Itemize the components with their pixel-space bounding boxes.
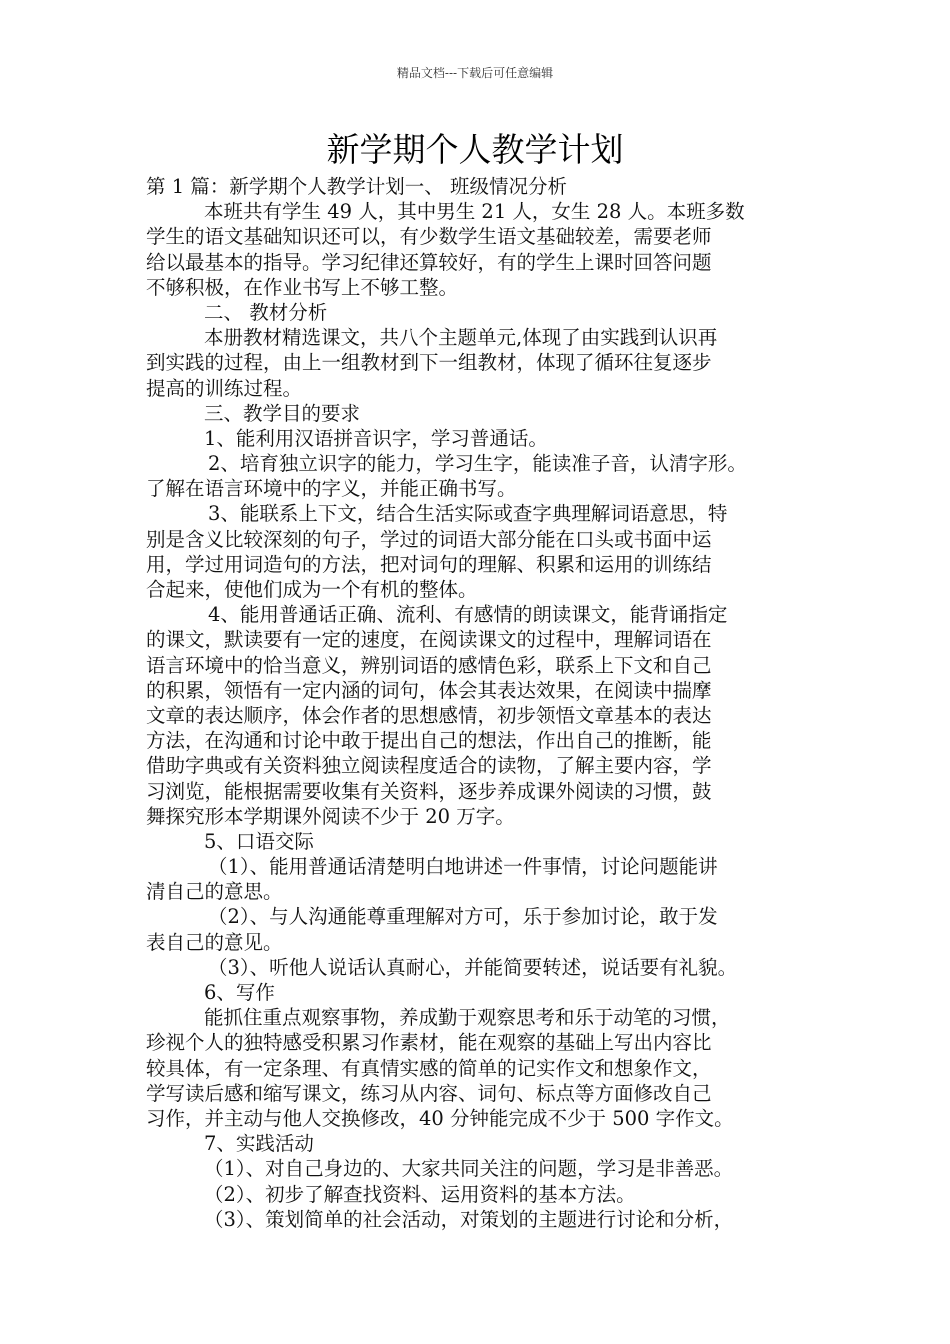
body-line: 1、能利用汉语拼音识字，学习普通话。 xyxy=(204,426,548,450)
body-line: 清自己的意思。 xyxy=(146,880,283,904)
body-line: 到实践的过程，由上一组教材到下一组教材，体现了循环往复逐步 xyxy=(146,351,712,375)
body-line: （1）、对自己身边的、大家共同关注的问题，学习是非善恶。 xyxy=(204,1157,734,1181)
body-line: 本班共有学生 49 人，其中男生 21 人，女生 28 人。本班多数 xyxy=(204,200,745,224)
body-line: 习浏览，能根据需要收集有关资料，逐步养成课外阅读的习惯，鼓 xyxy=(146,779,712,803)
body-line: 习作，并主动与他人交换修改，40 分钟能完成不少于 500 字作文。 xyxy=(146,1106,734,1130)
body-line: 二、 教材分析 xyxy=(204,300,328,324)
body-line: 方法，在沟通和讨论中敢于提出自己的想法，作出自己的推断，能 xyxy=(146,729,712,753)
body-line: 提高的训练过程。 xyxy=(146,376,303,400)
body-line: 表自己的意见。 xyxy=(146,930,283,954)
body-line: 用，学过用词造句的方法，把对词句的理解、积累和运用的训练结 xyxy=(146,552,712,576)
body-line: 4、能用普通话正确、流利、有感情的朗读课文，能背诵指定 xyxy=(208,603,728,627)
body-line: 合起来，使他们成为一个有机的整体。 xyxy=(146,578,478,601)
body-line: 2、培育独立识字的能力，学习生字，能读准子音，认清字形。 xyxy=(208,452,747,476)
body-line: 了解在语言环境中的字义，并能正确书写。 xyxy=(146,477,517,501)
body-line: 第 1 篇：新学期个人教学计划一、 班级情况分析 xyxy=(146,175,568,198)
body-line: 本册教材精选课文，共八个主题单元,体现了由实践到认识再 xyxy=(204,326,718,350)
body-line: 5、口语交际 xyxy=(204,829,314,853)
body-line: 6、写作 xyxy=(204,981,275,1004)
body-line: （3）、听他人说话认真耐心，并能简要转述，说话要有礼貌。 xyxy=(208,955,738,979)
document-body xyxy=(146,174,814,1232)
body-line: 给以最基本的指导。学习纪律还算较好，有的学生上课时回答问题 xyxy=(146,250,712,274)
body-line: 学生的语文基础知识还可以，有少数学生语文基础较差，需要老师 xyxy=(146,225,712,249)
body-line: 珍视个人的独特感受积累习作素材，能在观察的基础上写出内容比 xyxy=(146,1031,712,1055)
body-line: （1）、能用普通话清楚明白地讲述一件事情，讨论问题能讲 xyxy=(208,855,718,879)
document-title: 新学期个人教学计划 xyxy=(326,130,624,169)
body-line: 3、能联系上下文，结合生活实际或查字典理解词语意思，特 xyxy=(208,502,728,526)
body-line: 借助字典或有关资料独立阅读程度适合的读物，了解主要内容，学 xyxy=(146,754,712,778)
body-line: 别是含义比较深刻的句子，学过的词语大部分能在口头或书面中运 xyxy=(146,527,712,551)
body-line: 学写读后感和缩写课文，练习从内容、词句、标点等方面修改自己 xyxy=(146,1081,712,1105)
page-header: 精品文档---下载后可任意编辑 xyxy=(396,66,554,80)
body-line: 不够积极，在作业书写上不够工整。 xyxy=(146,275,459,299)
body-line: 7、实践活动 xyxy=(204,1132,314,1156)
body-line: （2）、初步了解查找资料、运用资料的基本方法。 xyxy=(204,1182,636,1206)
body-line: 能抓住重点观察事物，养成勤于观察思考和乐于动笔的习惯， xyxy=(204,1006,731,1030)
body-line: 较具体，有一定条理、有真情实感的简单的记实作文和想象作文， xyxy=(146,1056,712,1080)
body-line: （2）、与人沟通能尊重理解对方可，乐于参加讨论，敢于发 xyxy=(208,905,718,929)
body-line: 舞探究形本学期课外阅读不少于 20 万字。 xyxy=(146,804,515,828)
body-line: 三、教学目的要求 xyxy=(204,401,361,425)
body-line: 文章的表达顺序，体会作者的思想感情，初步领悟文章基本的表达 xyxy=(146,703,712,727)
body-line: 的课文，默读要有一定的速度，在阅读课文的过程中，理解词语在 xyxy=(146,628,712,652)
body-line: 的积累，领悟有一定内涵的词句，体会其表达效果，在阅读中揣摩 xyxy=(146,678,712,702)
body-line: （3）、策划简单的社会活动，对策划的主题进行讨论和分析， xyxy=(204,1207,734,1231)
body-line: 语言环境中的恰当意义，辨别词语的感情色彩，联系上下文和自己 xyxy=(146,653,712,677)
